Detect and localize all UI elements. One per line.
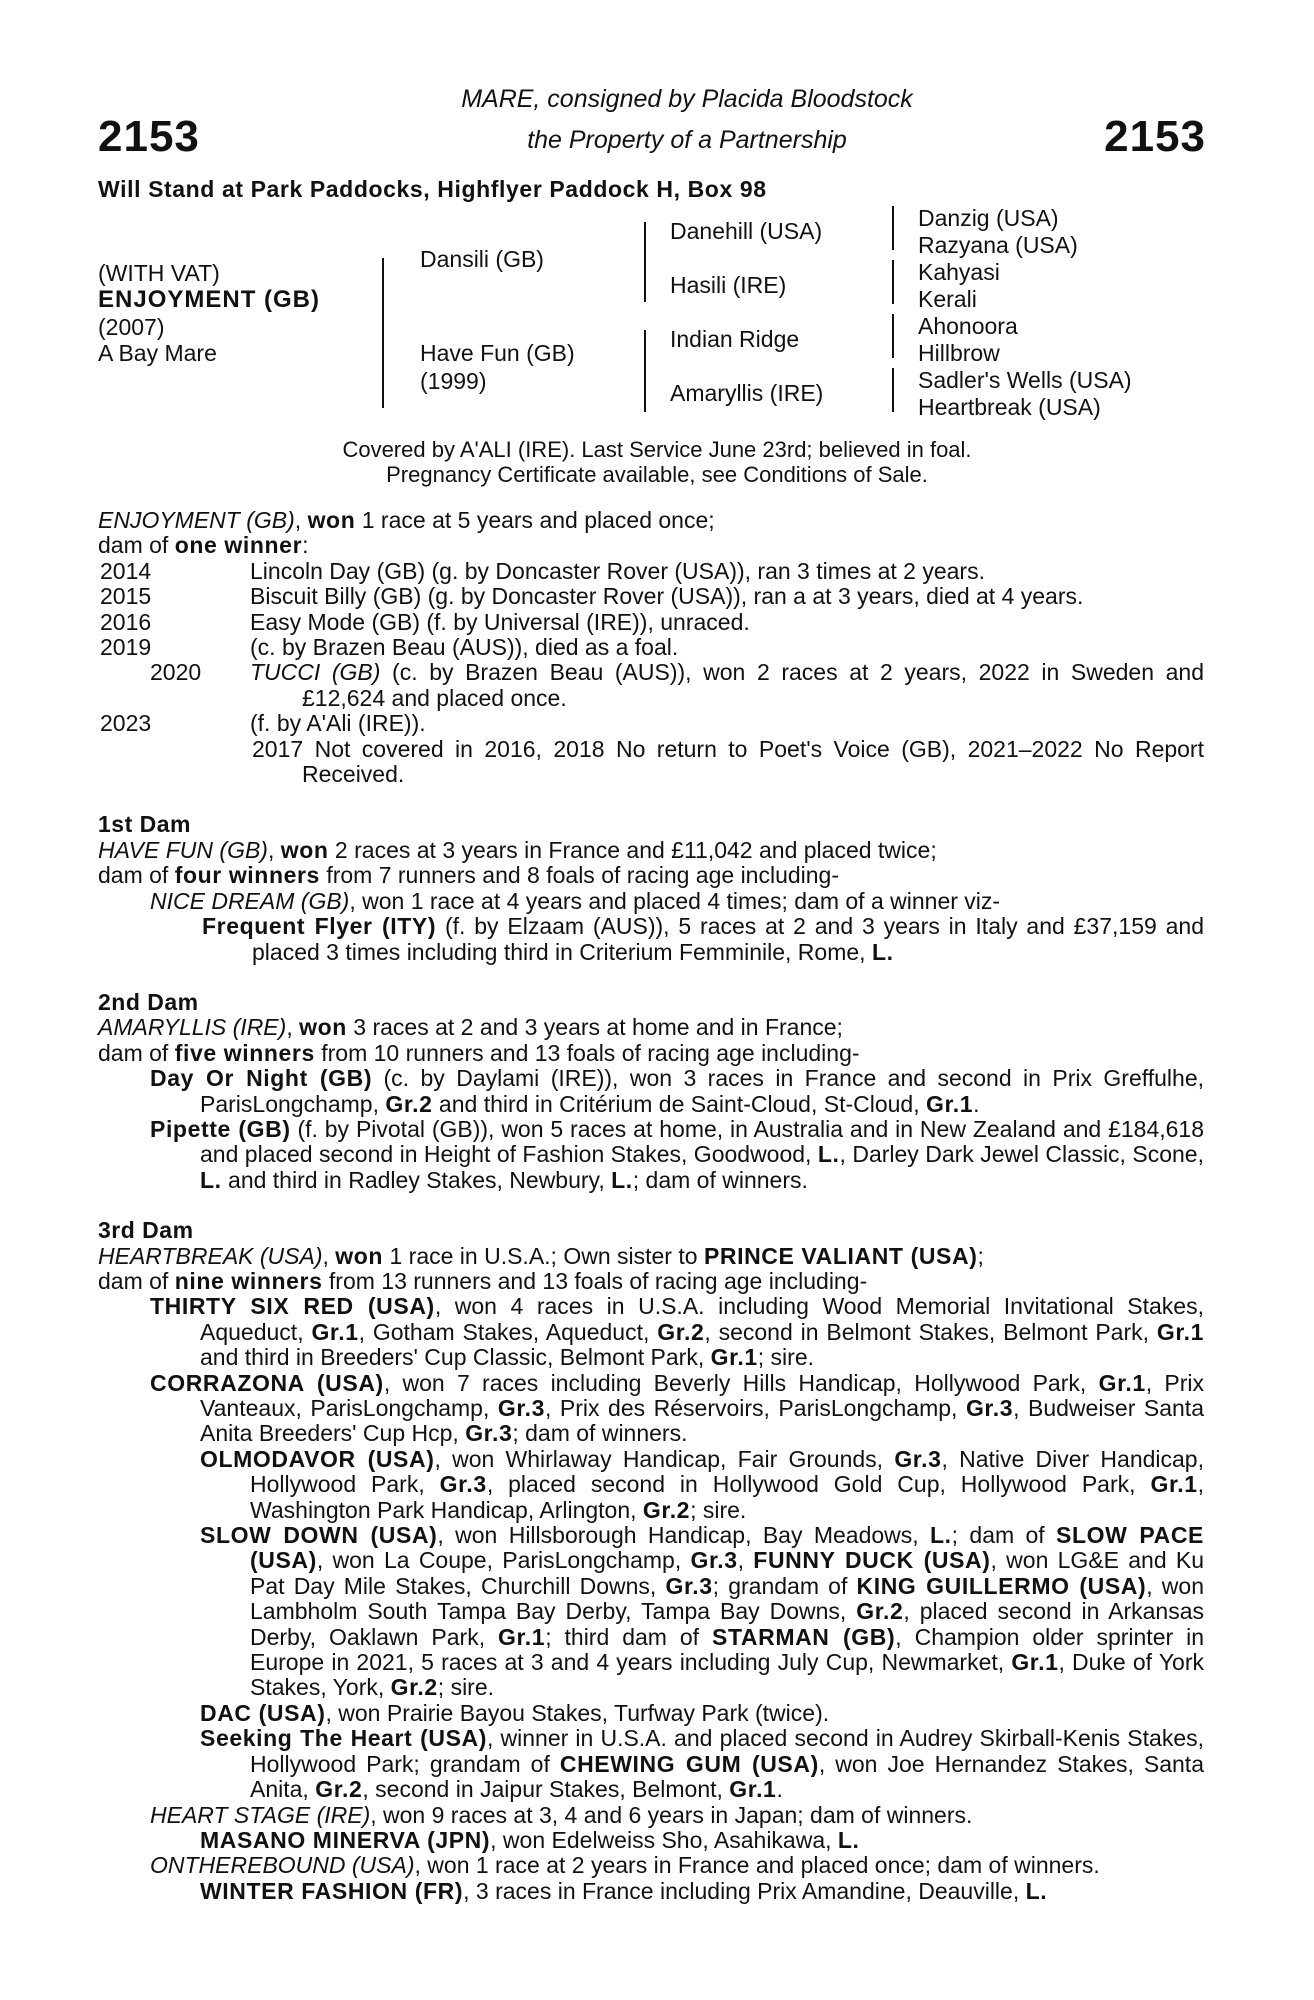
- catalogue-body: [98, 508, 1204, 1904]
- gen3-ssd: Razyana (USA): [918, 232, 1078, 258]
- vat-note: (WITH VAT): [98, 260, 220, 286]
- horse-name: ENJOYMENT (GB): [98, 286, 321, 313]
- produce-entry-day-or-night: Day Or Night (GB) (c. by Daylami (IRE)), won 3 races in France and second in Prix Greffulhe, ParisLongchamp, Gr.2 and third in Critérium de Saint-Cloud, St-Cloud, Gr.1.: [150, 1065, 1204, 1117]
- brace-gen3-4: [892, 368, 894, 412]
- produce-record: 2023 (f. by A'Ali (IRE)).: [100, 710, 426, 737]
- first-dam-summary: HAVE FUN (GB), won 2 races at 3 years in France and £11,042 and placed twice;: [98, 836, 937, 863]
- third-dam-heading: 3rd Dam: [98, 1217, 194, 1244]
- produce-entry-slow-down: SLOW DOWN (USA), won Hillsborough Handicap, Bay Meadows, L.; dam of SLOW PACE (USA), won La Coupe, ParisLongchamp, Gr.3, FUNNY DUCK (USA), won LG&E and Ku Pat Day Mile Stakes, Churchill Downs, Gr.3; grandam of KING GUILLERMO (USA), won Lambholm South Tampa Bay Derby, Tampa Bay Downs, Gr.2, placed second in Arkansas Derby, Oaklawn Park, Gr.1; third dam of STARMAN (GB), Champion older sprinter in Europe in 2021, 5 races at 3 and 4 years including July Cup, Newmarket, Gr.1, Duke of York Stakes, York, Gr.2; sire.: [200, 1522, 1205, 1701]
- gen3-ddd: Heartbreak (USA): [918, 394, 1101, 420]
- brace-gen2-dam: [644, 330, 646, 412]
- produce-record: 2020 TUCCI (GB) (c. by Brazen Beau (AUS)), won 2 races at 2 years, 2022 in Sweden and £12,624 and placed once.: [150, 659, 1204, 711]
- dam-name: Have Fun (GB): [420, 340, 575, 366]
- produce-record: 2015 Biscuit Billy (GB) (g. by Doncaster Rover (USA)), ran a at 3 years, died at 4 years.: [100, 583, 1084, 610]
- gen3-sdd: Kerali: [918, 286, 977, 312]
- first-dam-heading: 1st Dam: [98, 811, 191, 838]
- third-dam-summary: HEARTBREAK (USA), won 1 race in U.S.A.; Own sister to PRINCE VALIANT (USA);: [98, 1242, 984, 1269]
- lot-number-right: 2153: [1104, 112, 1206, 161]
- sire-dam: Hasili (IRE): [670, 272, 787, 298]
- horse-year: (2007): [98, 314, 165, 340]
- brace-gen3-1: [892, 206, 894, 250]
- produce-record: 2019 (c. by Brazen Beau (AUS)), died as a foal.: [100, 634, 679, 661]
- sire-sire: Danehill (USA): [670, 218, 823, 244]
- dam-dam: Amaryllis (IRE): [670, 380, 824, 406]
- pregnancy-line: Pregnancy Certificate available, see Conditions of Sale.: [386, 462, 928, 487]
- brace-gen3-3: [892, 314, 894, 358]
- second-dam-heading: 2nd Dam: [98, 988, 199, 1015]
- brace-gen1: [382, 258, 384, 408]
- third-dam-produce: dam of nine winners from 13 runners and 13 foals of racing age including-: [98, 1267, 868, 1294]
- brace-gen2-sire: [644, 222, 646, 302]
- covered-line: Covered by A'ALI (IRE). Last Service June 23rd; believed in foal.: [342, 437, 972, 462]
- mare-summary: ENJOYMENT (GB), won 1 race at 5 years and placed once;: [98, 507, 715, 533]
- produce-entry-olmodavor: OLMODAVOR (USA), won Whirlaway Handicap, Fair Grounds, Gr.3, Native Diver Handicap, Hollywood Park, Gr.3, placed second in Hollywood Gold Cup, Hollywood Park, Gr.1, Washington Park Handicap, Arlington, Gr.2; sire.: [200, 1445, 1204, 1523]
- gen3-dds: Sadler's Wells (USA): [918, 367, 1132, 393]
- second-dam-summary: AMARYLLIS (IRE), won 3 races at 2 and 3 years at home and in France;: [98, 1014, 843, 1041]
- mare-produce-summary: dam of one winner:: [98, 532, 309, 559]
- dam-sire: Indian Ridge: [670, 326, 800, 352]
- gen3-sds: Kahyasi: [918, 259, 1000, 285]
- produce-entry-onthebound: ONTHEREBOUND (USA), won 1 race at 2 years in France and placed once; dam of winners.: [150, 1852, 1100, 1879]
- property-line: the Property of a Partnership: [527, 126, 847, 154]
- brace-gen3-2: [892, 260, 894, 304]
- produce-entry-nice-dream: NICE DREAM (GB), won 1 race at 4 years and placed 4 times; dam of a winner viz-: [150, 887, 1001, 914]
- horse-description: A Bay Mare: [98, 340, 217, 366]
- produce-entry-thirty-six-red: THIRTY SIX RED (USA), won 4 races in U.S.A. including Wood Memorial Invitational Stakes, Aqueduct, Gr.1, Gotham Stakes, Aqueduct, Gr.2, second in Belmont Stakes, Belmont Park, Gr.1 and third in Breeders' Cup Classic, Belmont Park, Gr.1; sire.: [150, 1293, 1205, 1371]
- produce-entry-winter-fashion: WINTER FASHION (FR), 3 races in France including Prix Amandine, Deauville, L.: [200, 1877, 1048, 1904]
- gen3-dss: Ahonoora: [918, 313, 1018, 339]
- produce-list: [98, 559, 1204, 788]
- produce-note: 2017 Not covered in 2016, 2018 No return to Poet's Voice (GB), 2021–2022 No Report Received.: [252, 735, 1204, 788]
- lot-number-left: 2153: [98, 112, 200, 161]
- stand-location: Will Stand at Park Paddocks, Highflyer Paddock H, Box 98: [98, 176, 767, 202]
- first-dam-produce: dam of four winners from 7 runners and 8 foals of racing age including-: [98, 862, 840, 889]
- consignor-line: MARE, consigned by Placida Bloodstock: [461, 85, 913, 113]
- gen3-dsd: Hillbrow: [918, 340, 1000, 366]
- dam-year: (1999): [420, 368, 487, 394]
- produce-entry-heart-stage: HEART STAGE (IRE), won 9 races at 3, 4 and 6 years in Japan; dam of winners.: [150, 1801, 973, 1828]
- produce-entry-masano-minerva: MASANO MINERVA (JPN), won Edelweiss Sho, Asahikawa, L.: [200, 1826, 860, 1853]
- produce-record: 2016 Easy Mode (GB) (f. by Universal (IRE)), unraced.: [100, 608, 750, 635]
- sire-name: Dansili (GB): [420, 246, 544, 272]
- produce-entry-seeking-the-heart: Seeking The Heart (USA), winner in U.S.A. and placed second in Audrey Skirball-Kenis Stakes, Hollywood Park; grandam of CHEWING GUM (USA), won Joe Hernandez Stakes, Santa Anita, Gr.2, second in Jaipur Stakes, Belmont, Gr.1.: [200, 1725, 1205, 1803]
- produce-entry-frequent-flyer: Frequent Flyer (ITY) (f. by Elzaam (AUS)), 5 races at 2 and 3 years in Italy and £37,159 and placed 3 times including third in Criterium Femminile, Rome, L.: [202, 913, 1204, 965]
- produce-entry-corrazona: CORRAZONA (USA), won 7 races including Beverly Hills Handicap, Hollywood Park, Gr.1, Prix Vanteaux, ParisLongchamp, Gr.3, Prix des Réservoirs, ParisLongchamp, Gr.3, Budweiser Santa Anita Breeders' Cup Hcp, Gr.3; dam of winners.: [150, 1369, 1205, 1447]
- produce-entry-dac: DAC (USA), won Prairie Bayou Stakes, Turfway Park (twice).: [200, 1699, 830, 1726]
- produce-record: 2014 Lincoln Day (GB) (g. by Doncaster Rover (USA)), ran 3 times at 2 years.: [100, 557, 985, 584]
- produce-entry-pipette: Pipette (GB) (f. by Pivotal (GB)), won 5 races at home, in Australia and in New Zealand and £184,618 and placed second in Height of Fashion Stakes, Goodwood, L., Darley Dark Jewel Classic, Scone, L. and third in Radley Stakes, Newbury, L.; dam of winners.: [150, 1115, 1204, 1193]
- gen3-sss: Danzig (USA): [918, 205, 1059, 231]
- second-dam-produce: dam of five winners from 10 runners and 13 foals of racing age including-: [98, 1039, 860, 1066]
